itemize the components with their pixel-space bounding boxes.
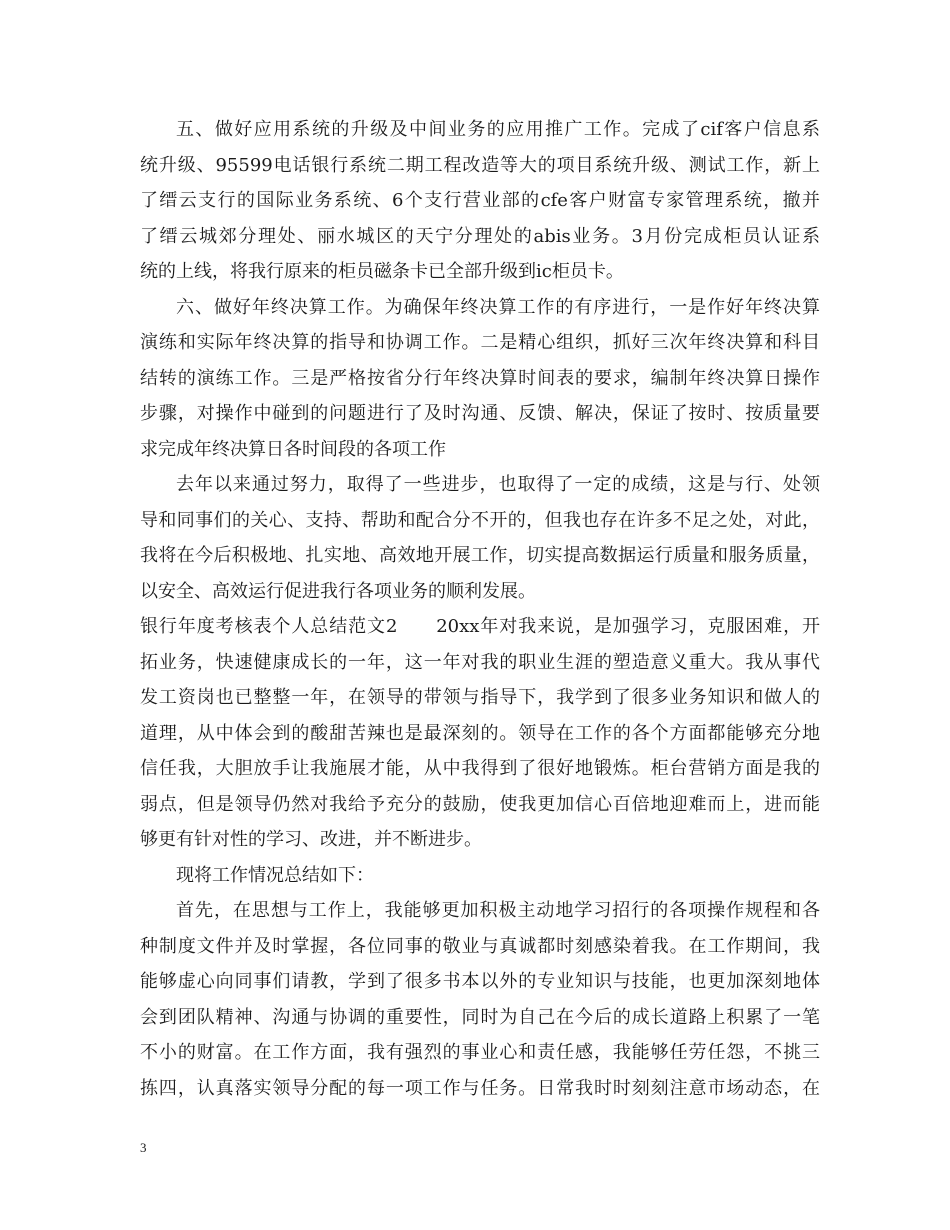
paragraph-line: 去年以来通过努力，取得了一些进步，也取得了一定的成绩，这是与行、处领 — [176, 474, 820, 495]
paragraph-line: 道理，从中体会到的酸甜苦辣也是最深刻的。领导在工作的各个方面都能够充分地 — [140, 722, 820, 744]
paragraph-line: 种制度文件并及时掌握，各位同事的敬业与真诚都时刻感染着我。在工作期间，我 — [140, 935, 820, 957]
body-text — [140, 112, 820, 1106]
paragraph-line: 银行年度考核表个人总结范文2 20xx年对我来说，是加强学习，克服困难，开 — [140, 616, 820, 637]
paragraph-line: 会到团队精神、沟通与协调的重要性，同时为自己在今后的成长道路上积累了一笔 — [140, 1006, 820, 1028]
paragraph-line: 演练和实际年终决算的指导和协调工作。二是精心组织，抓好三次年终决算和科目 — [140, 332, 820, 353]
paragraph-line: 了缙云城郊分理处、丽水城区的天宁分理处的abis业务。3月份完成柜员认证系 — [140, 225, 820, 247]
paragraph-line: 了缙云支行的国际业务系统、6个支行营业部的cfe客户财富专家管理系统，撤并 — [140, 190, 820, 211]
paragraph-line: 统的上线，将我行原来的柜员磁条卡已全部升级到ic柜员卡。 — [140, 261, 624, 282]
page-number: 3 — [140, 1140, 147, 1155]
paragraph-line: 弱点，但是领导仍然对我给予充分的鼓励，使我更加信心百倍地迎难而上，进而能 — [140, 793, 820, 815]
paragraph-line: 求完成年终决算日各时间段的各项工作 — [140, 438, 446, 460]
paragraph-line: 现将工作情况总结如下： — [176, 864, 374, 886]
paragraph-line: 能够虚心向同事们请教，学到了很多书本以外的专业知识与技能，也更加深刻地体 — [140, 971, 820, 992]
paragraph-line: 发工资岗也已整整一年，在领导的带领与指导下，我学到了很多业务知识和做人的 — [140, 687, 820, 708]
paragraph-line: 六、做好年终决算工作。为确保年终决算工作的有序进行，一是作好年终决算 — [176, 296, 820, 318]
paragraph-line: 以安全、高效运行促进我行各项业务的顺利发展。 — [140, 580, 536, 602]
paragraph-line: 首先，在思想与工作上，我能够更加积极主动地学习招行的各项操作规程和各 — [176, 900, 820, 921]
paragraph-line: 够更有针对性的学习、改进，并不断进步。 — [140, 829, 482, 850]
paragraph-line: 结转的演练工作。三是严格按省分行年终决算时间表的要求，编制年终决算日操作 — [140, 367, 820, 389]
paragraph-line: 我将在今后积极地、扎实地、高效地开展工作，切实提高数据运行质量和服务质量， — [140, 545, 820, 566]
paragraph-line: 导和同事们的关心、支持、帮助和配合分不开的，但我也存在许多不足之处，对此， — [140, 509, 820, 531]
paragraph-line: 五、做好应用系统的升级及中间业务的应用推广工作。完成了cif客户信息系 — [176, 119, 820, 140]
paragraph-line: 统升级、95599电话银行系统二期工程改造等大的项目系统升级、测试工作，新上 — [140, 154, 820, 176]
paragraph-line: 拣四，认真落实领导分配的每一项工作与任务。日常我时时刻刻注意市场动态，在 — [140, 1077, 820, 1099]
paragraph-line: 步骤，对操作中碰到的问题进行了及时沟通、反馈、解决，保证了按时、按质量要 — [140, 403, 820, 424]
paragraph-line: 不小的财富。在工作方面，我有强烈的事业心和责任感，我能够任劳任怨，不挑三 — [140, 1042, 820, 1063]
paragraph-line: 拓业务，快速健康成长的一年，这一年对我的职业生涯的塑造意义重大。我从事代 — [140, 651, 820, 673]
paragraph-line: 信任我，大胆放手让我施展才能，从中我得到了很好地锻炼。柜台营销方面是我的 — [140, 758, 820, 779]
